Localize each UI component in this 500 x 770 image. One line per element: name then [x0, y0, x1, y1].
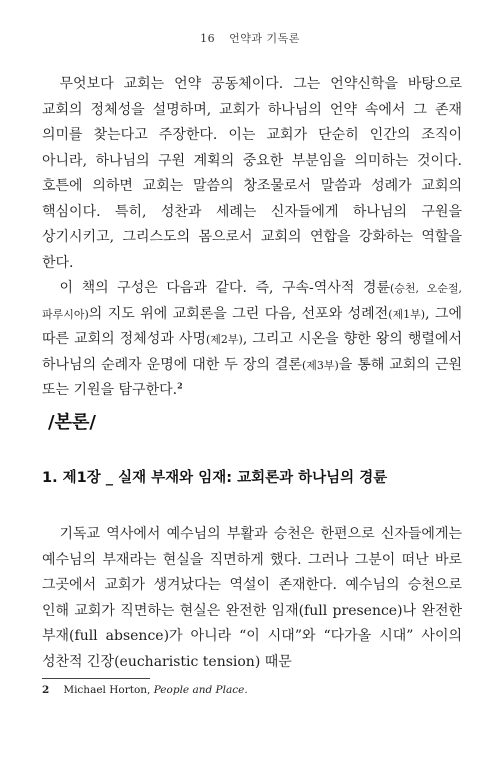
page-number: 16 — [200, 32, 216, 45]
chapter1-block — [42, 522, 462, 675]
intro-p2-paren-2: (제1부) — [388, 307, 426, 321]
footnote-divider — [42, 678, 150, 679]
book-title: 언약과 기독론 — [229, 32, 300, 45]
intro-paragraph-1: 무엇보다 교회는 언약 공동체이다. 그는 언약신학을 바탕으로 교회의 정체성을 설명하며, 교회가 하나님의 언약 속에서 그 존재 의미를 찾는다고 주장한다. 이는 교회가 단순히 인간의 조직이 아니라, 하나님의 구원 계획의 중요한 부분임을 의미하는 것이다. 호튼에 의하면 교회는 말씀의 창조물로서 말씀과 성례가 교회의 핵심이다. 특히, 성찬과 세례는 신자들에게 하나님의 구원을 상기시키고, 그리스도의 몸으로서 교회의 연합을 강화하는 역할을 한다. — [42, 76, 462, 271]
intro-p2-text-e: 을 통해 교회의 근원 또는 기원을 탐구한다. — [42, 356, 463, 398]
intro-p2-paren-1: (승천, 오순절, 파루시아) — [42, 282, 462, 321]
intro-paragraph-2 — [42, 276, 462, 404]
footnote-author: Michael Horton, — [63, 684, 154, 696]
intro-p2-paren-4: (제3부) — [301, 358, 339, 372]
footnote-title: People and Place. — [153, 684, 248, 696]
footnote-number: 2 — [42, 684, 50, 696]
chapter-heading: 1. 제1장 _ 실재 부재와 임재: 교회론과 하나님의 경륜 — [42, 470, 388, 486]
intro-block — [42, 72, 462, 404]
section-heading: /본론/ — [48, 412, 96, 433]
intro-p2-text-d: , 그리고 시온을 향한 왕의 행렬에서 하나님의 순례자 운명에 대한 두 장의 결론 — [42, 331, 462, 373]
running-head — [0, 30, 500, 46]
intro-p2-paren-3: (제2부) — [205, 333, 243, 346]
intro-p2-text-a: 이 책의 구성은 다음과 같다. 즉, 구속-역사적 경륜 — [59, 280, 390, 296]
footnote-reference[interactable]: 2 — [177, 380, 183, 391]
intro-p2-text-b: 의 지도 위에 교회론을 그린 다음, 선포와 성례전 — [88, 305, 389, 322]
footnote — [42, 684, 248, 696]
intro-p2-text-c: , 그에 따른 교회의 정체성과 사명 — [42, 305, 462, 347]
chapter1-paragraph-1: 기독교 역사에서 예수님의 부활과 승천은 한편으로 신자들에게는 예수님의 부재라는 현실을 직면하게 했다. 그러나 그분이 떠난 바로 그곳에서 교회가 생겨났다는 역설이 존재한다. 예수님의 승천으로 인해 교회가 직면하는 현실은 완전한 임재(full presence)나 완전한 부재(full absence)가 아니라 “이 시대”와 “다가올 시대” 사이의 성찬적 긴장(eucharistic tension) 때문 — [42, 526, 462, 670]
